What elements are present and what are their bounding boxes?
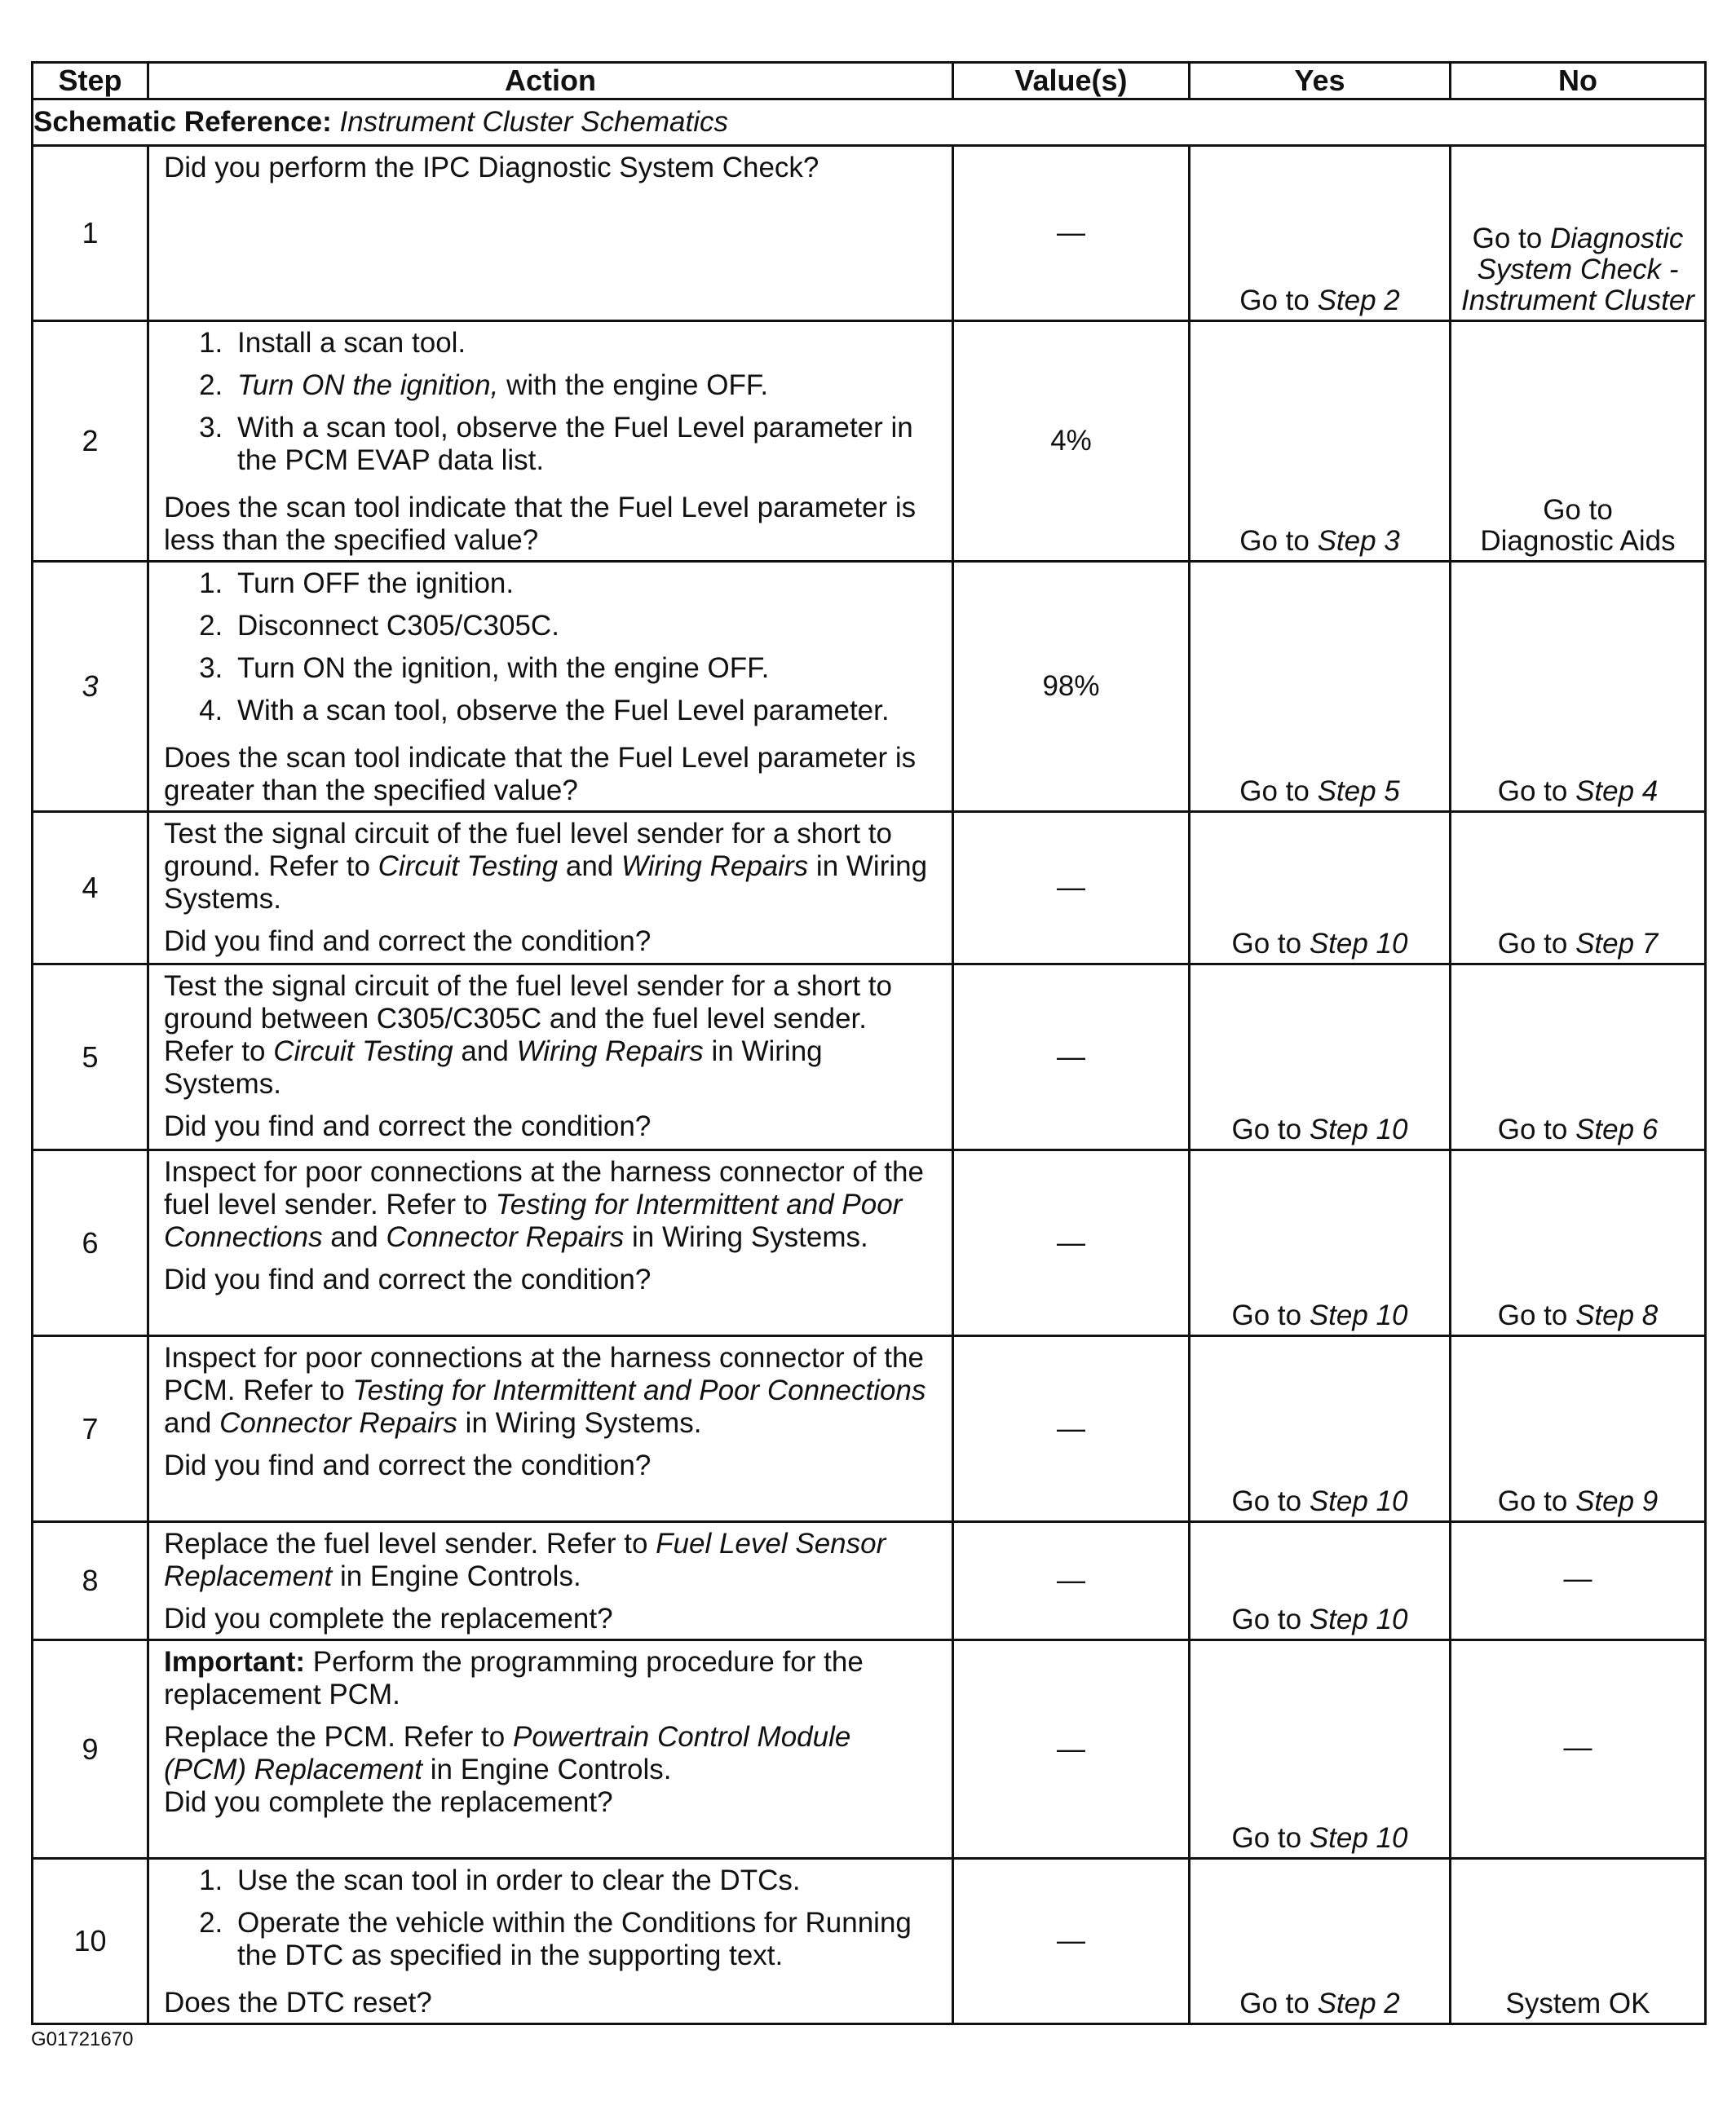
step-number: 4 bbox=[33, 812, 148, 964]
table-row bbox=[33, 321, 1706, 562]
step-number: 7 bbox=[33, 1336, 148, 1522]
value-cell: 98% bbox=[953, 562, 1190, 812]
no-step-link[interactable]: Step 8 bbox=[1575, 1300, 1659, 1331]
yes-step-link[interactable]: Step 10 bbox=[1309, 928, 1408, 960]
action-cell bbox=[148, 562, 953, 812]
action-step-item: 1. Use the scan tool in order to clear the DTCs. bbox=[231, 1864, 940, 1897]
action-cell bbox=[148, 1859, 953, 2024]
action-cell bbox=[148, 146, 953, 321]
yes-cell: Go to Step 10 bbox=[1190, 1640, 1451, 1859]
ref-link[interactable]: Powertrain Control Module (PCM) Replacement bbox=[164, 1721, 851, 1785]
value-cell: — bbox=[953, 146, 1190, 321]
action-text: Inspect for poor connections at the harness connector of the fuel level sender. Refer to Testing for Intermittent and Poor Connections and Connector Repairs in Wiring Systems. bbox=[164, 1156, 924, 1253]
value-cell: — bbox=[953, 1522, 1190, 1640]
table-row bbox=[33, 146, 1706, 321]
no-cell: Go to Step 4 bbox=[1451, 562, 1706, 812]
action-question: Did you find and correct the condition? bbox=[164, 925, 652, 957]
ref-link[interactable]: Connector Repairs bbox=[219, 1407, 457, 1439]
schematic-row bbox=[33, 99, 1706, 146]
table-row bbox=[33, 1522, 1706, 1640]
value-cell: — bbox=[953, 1336, 1190, 1522]
table-row bbox=[33, 1336, 1706, 1522]
ref-link[interactable]: Circuit Testing bbox=[378, 850, 559, 882]
step-number: 10 bbox=[33, 1859, 148, 2024]
header-action: Action bbox=[148, 63, 953, 99]
yes-step-link[interactable]: Step 2 bbox=[1317, 1988, 1400, 2019]
action-question: Does the scan tool indicate that the Fuel Level parameter is less than the specified value? bbox=[164, 492, 917, 556]
diagnostic-table bbox=[31, 61, 1707, 2025]
value-cell: — bbox=[953, 1859, 1190, 2024]
yes-cell: Go to Step 10 bbox=[1190, 1522, 1451, 1640]
table-row bbox=[33, 562, 1706, 812]
yes-cell: Go to Step 2 bbox=[1190, 146, 1451, 321]
ref-link[interactable]: Wiring Repairs bbox=[621, 850, 809, 882]
action-steps bbox=[164, 327, 940, 487]
action-question: Does the DTC reset? bbox=[164, 1987, 432, 2019]
action-step-item: 1. Install a scan tool. bbox=[231, 327, 940, 360]
header-yes: Yes bbox=[1190, 63, 1451, 99]
action-text: Test the signal circuit of the fuel level sender for a short to ground. Refer to Circuit Testing and Wiring Repairs in Wiring Systems. bbox=[164, 818, 928, 915]
ref-link[interactable]: Testing for Intermittent and Poor Connections bbox=[164, 1189, 903, 1253]
no-step-link[interactable]: Diagnostic System Check - Instrument Cluster bbox=[1461, 223, 1694, 316]
value-cell: 4% bbox=[953, 321, 1190, 562]
yes-cell: Go to Step 10 bbox=[1190, 1150, 1451, 1336]
no-step-link[interactable]: Step 9 bbox=[1575, 1485, 1659, 1517]
schematic-label: Schematic Reference: bbox=[33, 106, 332, 138]
yes-step-link[interactable]: Step 10 bbox=[1309, 1604, 1408, 1635]
action-step-item: 1. Turn OFF the ignition. bbox=[231, 567, 940, 600]
action-text: Inspect for poor connections at the harness connector of the PCM. Refer to Testing for Intermittent and Poor Connections and Connector Repairs in Wiring Systems. bbox=[164, 1342, 926, 1439]
yes-step-link[interactable]: Step 5 bbox=[1317, 775, 1400, 807]
no-step-link[interactable]: Step 6 bbox=[1575, 1114, 1659, 1145]
step-number: 6 bbox=[33, 1150, 148, 1336]
no-cell: Go to Step 8 bbox=[1451, 1150, 1706, 1336]
action-question: Did you find and correct the condition? bbox=[164, 1450, 652, 1481]
yes-cell: Go to Step 10 bbox=[1190, 1336, 1451, 1522]
table-row bbox=[33, 1859, 1706, 2024]
no-cell: Go to Step 9 bbox=[1451, 1336, 1706, 1522]
no-cell: Go to Step 7 bbox=[1451, 812, 1706, 964]
yes-step-link[interactable]: Step 10 bbox=[1309, 1300, 1408, 1331]
no-cell: Go to Step 6 bbox=[1451, 964, 1706, 1150]
diagnostic-aids-link[interactable]: Diagnostic Aids bbox=[1480, 525, 1676, 557]
table-row bbox=[33, 812, 1706, 964]
yes-step-link[interactable]: Step 10 bbox=[1309, 1114, 1408, 1145]
action-step-item: 3. With a scan tool, observe the Fuel Level parameter in the PCM EVAP data list. bbox=[231, 412, 940, 477]
header-values: Value(s) bbox=[953, 63, 1190, 99]
action-question: Did you complete the replacement? bbox=[164, 1786, 613, 1818]
action-question: Did you find and correct the condition? bbox=[164, 1110, 652, 1142]
schematic-link[interactable]: Instrument Cluster Schematics bbox=[339, 106, 729, 138]
action-step-item: 4. With a scan tool, observe the Fuel Level parameter. bbox=[231, 695, 940, 727]
no-cell: Go to Diagnostic System Check - Instrument Cluster bbox=[1451, 146, 1706, 321]
ref-link[interactable]: Connector Repairs bbox=[386, 1221, 625, 1253]
action-steps bbox=[164, 1864, 940, 1982]
yes-step-link[interactable]: Step 10 bbox=[1309, 1485, 1408, 1517]
table-row bbox=[33, 964, 1706, 1150]
no-cell[interactable]: Go to Diagnostic Aids bbox=[1451, 321, 1706, 562]
yes-cell: Go to Step 10 bbox=[1190, 964, 1451, 1150]
value-cell: — bbox=[953, 812, 1190, 964]
value-cell: — bbox=[953, 1150, 1190, 1336]
action-steps bbox=[164, 567, 940, 737]
step-number: 2 bbox=[33, 321, 148, 562]
header-row bbox=[33, 63, 1706, 99]
action-question: Does the scan tool indicate that the Fuel Level parameter is greater than the specified value? bbox=[164, 742, 917, 806]
yes-step-link[interactable]: Step 2 bbox=[1317, 285, 1400, 316]
yes-cell: Go to Step 3 bbox=[1190, 321, 1451, 562]
action-cell bbox=[148, 321, 953, 562]
no-step-link[interactable]: Step 7 bbox=[1575, 928, 1659, 960]
table-row bbox=[33, 1640, 1706, 1859]
figure-id: G01721670 bbox=[31, 2028, 134, 2050]
action-question: Did you perform the IPC Diagnostic System Check? bbox=[164, 152, 819, 183]
value-cell: — bbox=[953, 1640, 1190, 1859]
ref-link[interactable]: Wiring Repairs bbox=[516, 1035, 704, 1067]
schematic-reference bbox=[33, 99, 1706, 146]
action-cell bbox=[148, 964, 953, 1150]
action-text: Replace the PCM. Refer to Powertrain Control Module (PCM) Replacement in Engine Controls. bbox=[164, 1721, 851, 1785]
table-row bbox=[33, 1150, 1706, 1336]
action-step-item: 2. Turn ON the ignition, with the engine OFF. bbox=[231, 369, 940, 402]
step-number: 9 bbox=[33, 1640, 148, 1859]
yes-cell: Go to Step 5 bbox=[1190, 562, 1451, 812]
no-cell: System OK bbox=[1451, 1859, 1706, 2024]
action-text: Test the signal circuit of the fuel level sender for a short to ground between C305/C305C and the fuel level sender. Refer to Circuit Testing and Wiring Repairs in Wiring Systems. bbox=[164, 970, 892, 1100]
action-step-item: 2. Disconnect C305/C305C. bbox=[231, 610, 940, 642]
ref-link[interactable]: Circuit Testing bbox=[273, 1035, 453, 1067]
no-step-link[interactable]: Step 4 bbox=[1575, 775, 1659, 807]
no-cell: — bbox=[1451, 1522, 1706, 1640]
no-cell: — bbox=[1451, 1640, 1706, 1859]
yes-step-link[interactable]: Step 3 bbox=[1317, 525, 1400, 557]
action-cell bbox=[148, 1640, 953, 1859]
yes-cell: Go to Step 10 bbox=[1190, 812, 1451, 964]
yes-cell: Go to Step 2 bbox=[1190, 1859, 1451, 2024]
action-question: Did you find and correct the condition? bbox=[164, 1264, 652, 1295]
important-note: Important: Perform the programming procedure for the replacement PCM. bbox=[164, 1646, 864, 1710]
step-number: 5 bbox=[33, 964, 148, 1150]
step-number: 1 bbox=[33, 146, 148, 321]
header-step: Step bbox=[33, 63, 148, 99]
ref-link[interactable]: Fuel Level Sensor Replacement bbox=[164, 1528, 886, 1592]
action-question: Did you complete the replacement? bbox=[164, 1603, 613, 1635]
header-no: No bbox=[1451, 63, 1706, 99]
value-cell: — bbox=[953, 964, 1190, 1150]
action-cell bbox=[148, 1522, 953, 1640]
step-number: 8 bbox=[33, 1522, 148, 1640]
action-cell bbox=[148, 1336, 953, 1522]
action-step-item: 3. Turn ON the ignition, with the engine OFF. bbox=[231, 652, 940, 685]
action-step-item: 2. Operate the vehicle within the Conditions for Running the DTC as specified in the supporting text. bbox=[231, 1907, 940, 1972]
step-number: 3 bbox=[33, 562, 148, 812]
yes-step-link[interactable]: Step 10 bbox=[1309, 1822, 1408, 1854]
action-cell bbox=[148, 812, 953, 964]
action-cell bbox=[148, 1150, 953, 1336]
ref-link[interactable]: Testing for Intermittent and Poor Connections bbox=[352, 1375, 926, 1406]
action-text: Replace the fuel level sender. Refer to Fuel Level Sensor Replacement in Engine Controls. bbox=[164, 1528, 886, 1592]
